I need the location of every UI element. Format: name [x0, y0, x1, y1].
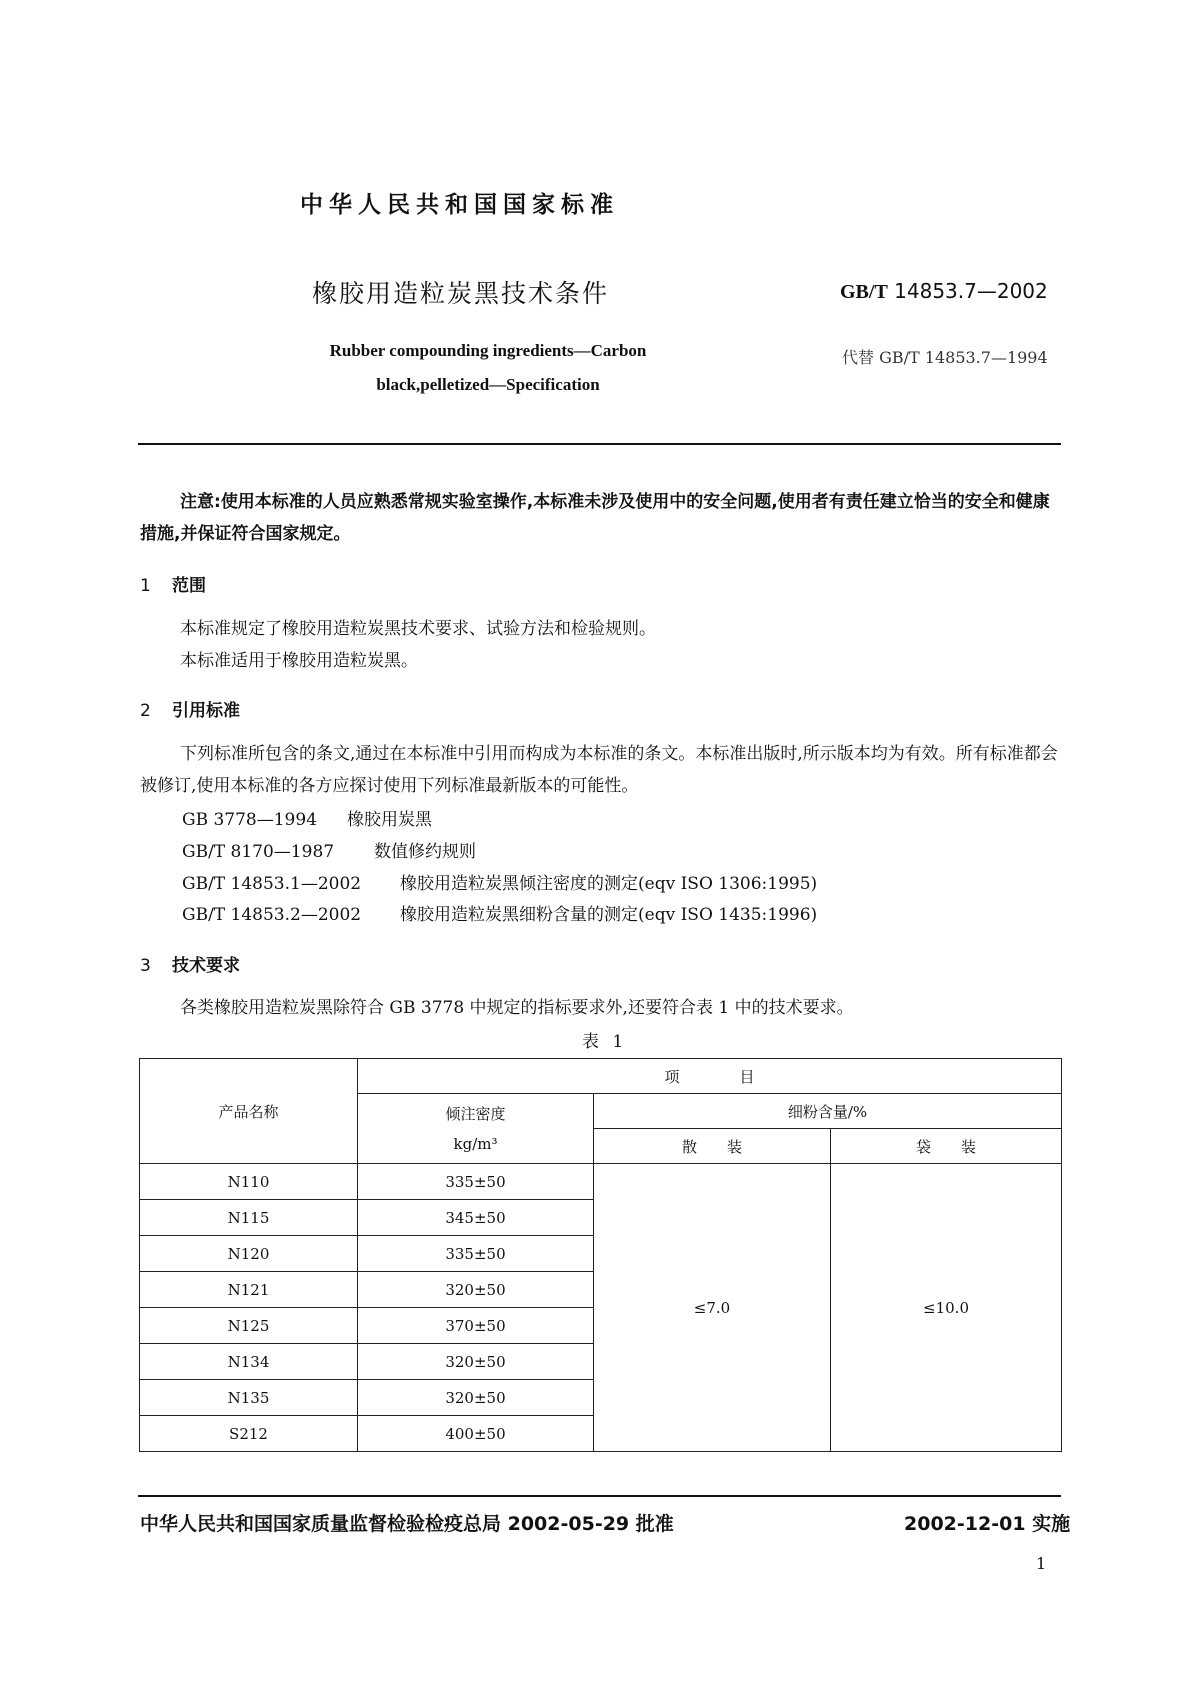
section-number: 2: [140, 701, 151, 721]
reference-name: 橡胶用造粒炭黑细粉含量的测定(eqv ISO 1435:1996): [400, 905, 818, 925]
standard-code: 14853.7—2002: [894, 279, 1048, 303]
header-bulk: 散 装: [594, 1129, 831, 1164]
reference-code: GB 3778—1994: [182, 810, 318, 830]
density-cell: 400±50: [358, 1416, 594, 1452]
safety-notice: [140, 486, 1060, 550]
approval-line: 中华人民共和国国家质量监督检验检疫总局 2002-05-29 批准: [140, 1513, 674, 1535]
notice-label: 注意:: [180, 492, 221, 512]
english-title: [292, 334, 684, 402]
references-intro: 下列标准所包含的条文,通过在本标准中引用而构成为本标准的条文。本标准出版时,所示版本均为有效。所有标准都会被修订,使用本标准的各方应探讨使用下列标准最新版本的可能性。: [140, 744, 1058, 796]
table-row: [140, 1164, 1062, 1200]
reference-item: [182, 869, 817, 894]
product-name-cell: N110: [140, 1164, 358, 1200]
product-name-cell: N121: [140, 1272, 358, 1308]
product-name-cell: N135: [140, 1380, 358, 1416]
header-divider: [138, 443, 1061, 445]
page-number: 1: [1036, 1554, 1047, 1573]
section-title: 技术要求: [172, 956, 240, 976]
section-2-heading: [140, 696, 240, 721]
product-name-cell: S212: [140, 1416, 358, 1452]
product-name-cell: N120: [140, 1236, 358, 1272]
density-cell: 320±50: [358, 1380, 594, 1416]
reference-code: GB/T 8170—1987: [182, 842, 335, 862]
notice-text: 使用本标准的人员应熟悉常规实验室操作,本标准未涉及使用中的安全问题,使用者有责任建立恰当的安全和健康措施,并保证符合国家规定。: [140, 492, 1050, 544]
section-number: 3: [140, 956, 151, 976]
reference-item: [182, 837, 476, 862]
density-cell: 370±50: [358, 1308, 594, 1344]
header-items: 项 目: [358, 1059, 1062, 1094]
effective-date: 2002-12-01 实施: [904, 1513, 1071, 1535]
reference-code: GB/T 14853.2—2002: [182, 905, 362, 925]
spec-table: [139, 1058, 1062, 1452]
english-title-line-1: Rubber compounding ingredients—Carbon: [329, 341, 647, 360]
reference-item: [182, 805, 432, 830]
reference-name: 数值修约规则: [374, 842, 476, 862]
section-1-heading: [140, 571, 206, 596]
scope-paragraph-2: 本标准适用于橡胶用造粒炭黑。: [180, 651, 418, 671]
density-cell: 335±50: [358, 1164, 594, 1200]
section-3-heading: [140, 951, 240, 976]
bulk-fines-cell: ≤7.0: [594, 1164, 831, 1452]
standard-number: [840, 279, 1048, 304]
standard-prefix: GB/T: [840, 281, 888, 303]
national-standard-heading: 中华人民共和国国家标准: [300, 192, 619, 218]
density-cell: 335±50: [358, 1236, 594, 1272]
pour-density-unit: kg/m³: [453, 1134, 498, 1153]
requirements-paragraph: 各类橡胶用造粒炭黑除符合 GB 3778 中规定的指标要求外,还要符合表 1 中的技术要求。: [180, 998, 854, 1018]
document-title: 橡胶用造粒炭黑技术条件: [312, 279, 610, 308]
table-caption: 表 1: [582, 1032, 628, 1052]
section-title: 范围: [172, 576, 206, 596]
density-cell: 320±50: [358, 1344, 594, 1380]
header-pour-density: [358, 1094, 594, 1164]
product-name-cell: N115: [140, 1200, 358, 1236]
reference-name: 橡胶用造粒炭黑倾注密度的测定(eqv ISO 1306:1995): [400, 874, 818, 894]
english-title-line-2: black,pelletized—Specification: [376, 375, 600, 394]
reference-name: 橡胶用炭黑: [347, 810, 432, 830]
header-product-name: 产品名称: [140, 1059, 358, 1164]
footer-divider: [138, 1495, 1061, 1497]
product-name-cell: N134: [140, 1344, 358, 1380]
scope-paragraph-1: 本标准规定了橡胶用造粒炭黑技术要求、试验方法和检验规则。: [180, 619, 656, 639]
header-bagged: 袋 装: [831, 1129, 1062, 1164]
reference-code: GB/T 14853.1—2002: [182, 874, 362, 894]
bagged-fines-cell: ≤10.0: [831, 1164, 1062, 1452]
section-number: 1: [140, 576, 151, 596]
reference-item: [182, 900, 817, 925]
replaces-note: 代替 GB/T 14853.7—1994: [842, 348, 1048, 367]
density-cell: 320±50: [358, 1272, 594, 1308]
pour-density-label: 倾注密度: [445, 1104, 506, 1123]
section-title: 引用标准: [172, 701, 240, 721]
density-cell: 345±50: [358, 1200, 594, 1236]
header-fines: 细粉含量/%: [594, 1094, 1062, 1129]
product-name-cell: N125: [140, 1308, 358, 1344]
